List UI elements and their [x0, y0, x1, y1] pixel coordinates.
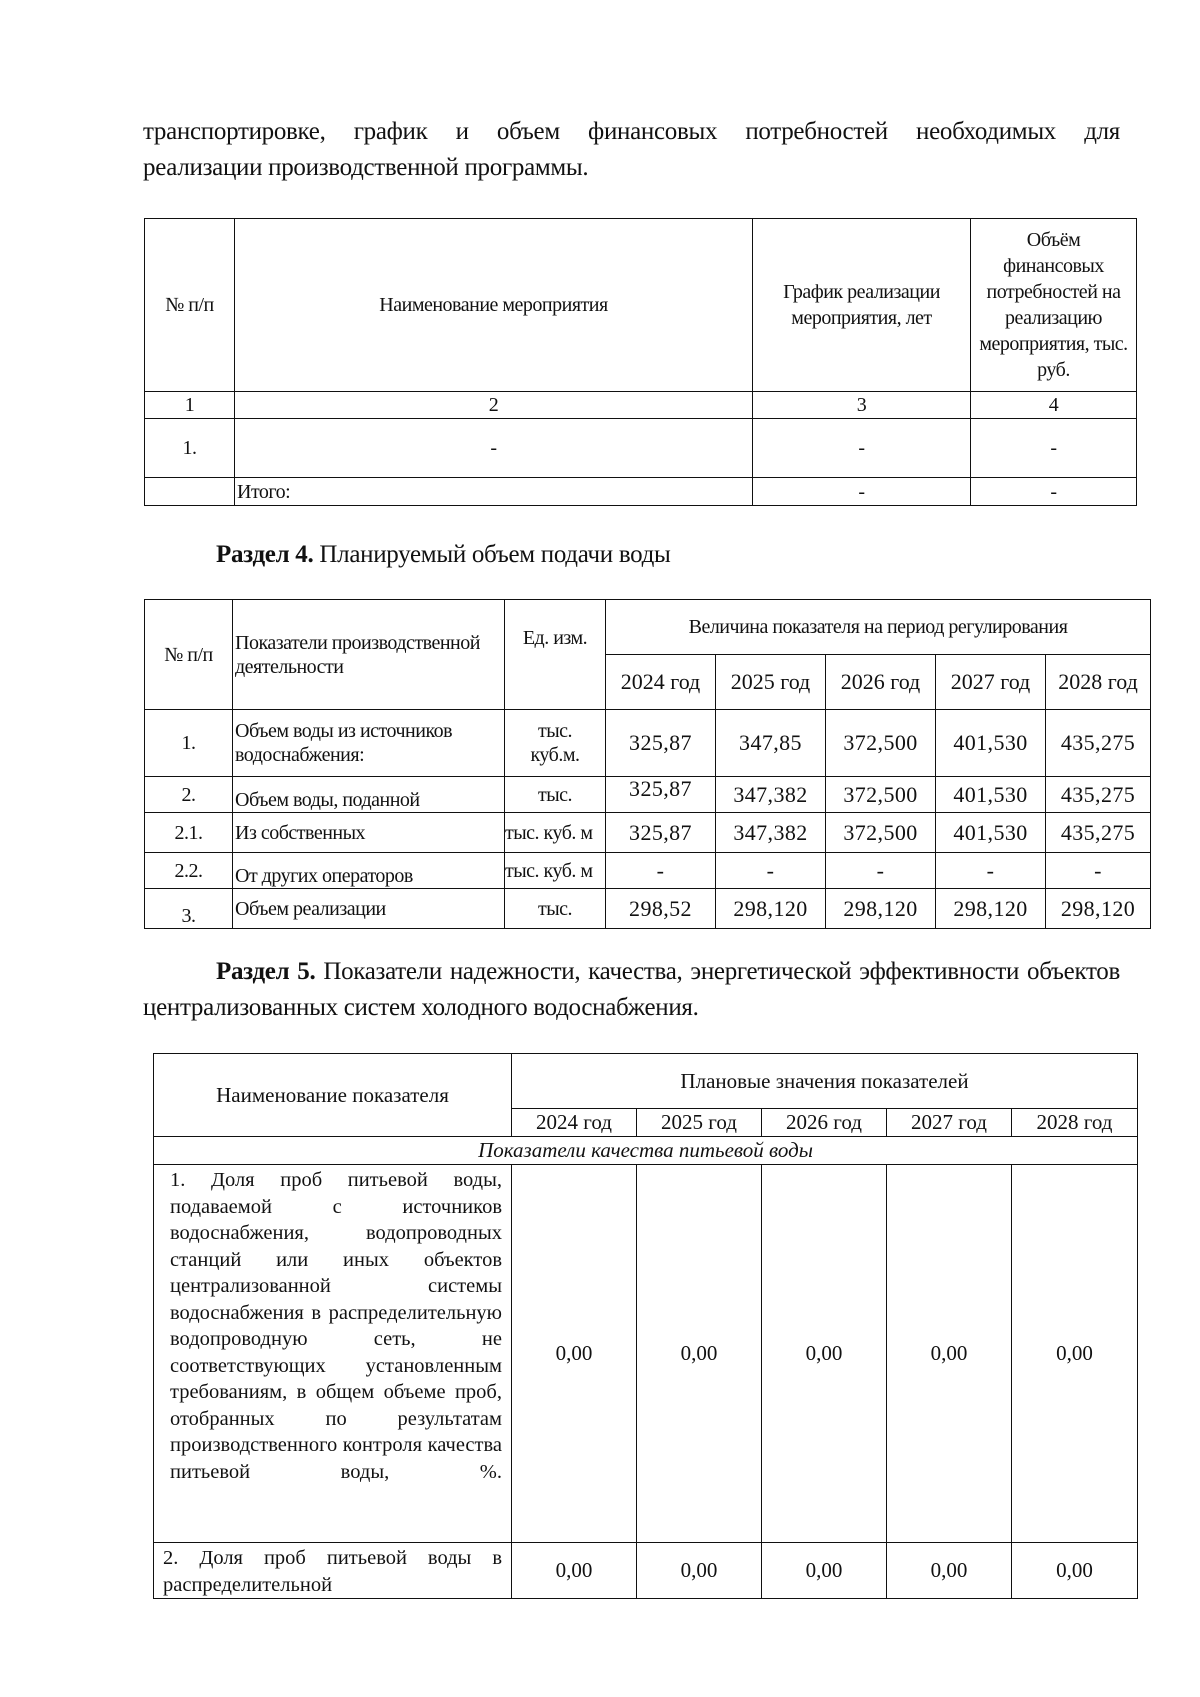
t2-year: 2027 год [936, 655, 1046, 710]
table-row [154, 1543, 1138, 1599]
t3-year: 2027 год [887, 1109, 1012, 1137]
table-row [154, 1165, 1138, 1543]
t3-header-name: Наименование показателя [154, 1054, 512, 1137]
t2-value: 347,85 [716, 710, 826, 777]
t1-header-schedule: График реализации мероприятия, лет [753, 219, 971, 392]
section-5-text: Показатели надежности, качества, энергетической эффективности объектов централизованных систем холодного водоснабжения. [143, 958, 1120, 1021]
t2-value: 401,530 [936, 777, 1046, 813]
section-4-bold: Раздел 4. [216, 541, 314, 568]
t2-row-name: Объем реализации [233, 889, 505, 929]
t2-value: 347,382 [716, 777, 826, 813]
t2-row-unit: тыс. куб.м. [505, 710, 606, 777]
t2-row-unit: тыс. [505, 889, 606, 929]
table-row [145, 813, 1151, 853]
table-row [145, 853, 1151, 889]
t2-value: 298,52 [606, 889, 716, 929]
t1-total-num [145, 478, 235, 506]
intro-line-1: транспортировке, график и объем финансовых потребностей необходимых для [143, 118, 1120, 145]
t1-row-schedule: - [753, 419, 971, 478]
t2-row-name: Объем воды из источников водоснабжения: [233, 710, 505, 777]
t1-colnum: 3 [753, 392, 971, 419]
t2-value: - [716, 853, 826, 889]
table-row [145, 710, 1151, 777]
t3-header-group: Плановые значения показателей [512, 1054, 1138, 1109]
t2-row-unit: тыс. [505, 777, 606, 813]
intro-paragraph [143, 114, 1120, 186]
t3-value: 0,00 [887, 1165, 1012, 1543]
t3-value: 0,00 [887, 1543, 1012, 1599]
quality-indicators-table [153, 1053, 1138, 1599]
t1-header-cost: Объём финансовых потребностей на реализацию мероприятия, тыс. руб. [971, 219, 1137, 392]
t2-value: 325,87 [606, 710, 716, 777]
section-4-text: Планируемый объем подачи воды [313, 541, 671, 568]
t2-row-name: Из собственных [233, 813, 505, 853]
t2-row-num: 1. [145, 710, 233, 777]
t3-row-name: 1. Доля проб питьевой воды, подаваемой с источников водоснабжения, водопроводных станций или иных объектов централизованной системы водоснабжения в распределительную водопроводную сеть, не соответствующих установленным требованиям, в общем объеме проб, отобранных по результатам производственного контроля качества питьевой воды, %. [154, 1165, 512, 1543]
t2-value: 435,275 [1046, 710, 1151, 777]
t2-value: - [936, 853, 1046, 889]
t2-row-num: 2. [145, 777, 233, 813]
t1-total-label: Итого: [235, 478, 753, 506]
t2-value: 298,120 [936, 889, 1046, 929]
t2-header-num: № п/п [145, 600, 233, 710]
t1-colnum: 1 [145, 392, 235, 419]
t2-value: 298,120 [1046, 889, 1151, 929]
t2-value: 325,87 [606, 813, 716, 853]
t2-year: 2026 год [826, 655, 936, 710]
t2-value: 325,87 [606, 777, 716, 813]
t1-colnum: 2 [235, 392, 753, 419]
t2-row-name: Объем воды, поданной [233, 777, 505, 813]
t3-value: 0,00 [1012, 1165, 1138, 1543]
intro-line-2: реализации производственной программы. [143, 154, 589, 181]
t2-value: - [606, 853, 716, 889]
t1-total-schedule: - [753, 478, 971, 506]
t1-colnum: 4 [971, 392, 1137, 419]
t2-row-name: От других операторов [233, 853, 505, 889]
t2-value: 372,500 [826, 777, 936, 813]
t2-value: 401,530 [936, 710, 1046, 777]
t1-header-num: № п/п [145, 219, 235, 392]
t1-row-cost: - [971, 419, 1137, 478]
t3-value: 0,00 [637, 1543, 762, 1599]
t2-header-indicator: Показатели производственной деятельности [233, 600, 505, 710]
t2-value: - [1046, 853, 1151, 889]
section-4-heading [216, 541, 671, 569]
t2-value: 372,500 [826, 813, 936, 853]
t1-row-num: 1. [145, 419, 235, 478]
t2-value: 435,275 [1046, 777, 1151, 813]
t3-value: 0,00 [637, 1165, 762, 1543]
t3-value: 0,00 [762, 1165, 887, 1543]
t3-value: 0,00 [512, 1543, 637, 1599]
t3-year: 2026 год [762, 1109, 887, 1137]
water-supply-table [144, 599, 1151, 929]
t3-year: 2024 год [512, 1109, 637, 1137]
t3-year: 2025 год [637, 1109, 762, 1137]
events-table [144, 218, 1137, 506]
t3-row-name: 2. Доля проб питьевой воды в распределительной [154, 1543, 512, 1599]
section-5-bold: Раздел 5. [216, 958, 316, 985]
t1-total-cost: - [971, 478, 1137, 506]
t2-row-num: 3. [145, 889, 233, 929]
t2-year: 2028 год [1046, 655, 1151, 710]
table-row [145, 889, 1151, 929]
table-row [145, 478, 1137, 506]
table-row [145, 419, 1137, 478]
t2-year: 2024 год [606, 655, 716, 710]
section-5-heading [143, 954, 1120, 1026]
t2-row-unit: тыс. куб. м [505, 853, 606, 889]
t2-row-num: 2.1. [145, 813, 233, 853]
t2-row-unit: тыс. куб. м [505, 813, 606, 853]
t2-value: 372,500 [826, 710, 936, 777]
t3-value: 0,00 [1012, 1543, 1138, 1599]
t3-category: Показатели качества питьевой воды [154, 1137, 1138, 1165]
t3-year: 2028 год [1012, 1109, 1138, 1137]
t2-header-unit: Ед. изм. [505, 600, 606, 710]
table-row [145, 777, 1151, 813]
t2-year: 2025 год [716, 655, 826, 710]
t2-value: - [826, 853, 936, 889]
t1-row-name: - [235, 419, 753, 478]
t2-header-group: Величина показателя на период регулирования [606, 600, 1151, 655]
t2-value: 298,120 [716, 889, 826, 929]
t3-value: 0,00 [762, 1543, 887, 1599]
t1-header-name: Наименование мероприятия [235, 219, 753, 392]
t3-value: 0,00 [512, 1165, 637, 1543]
t2-value: 347,382 [716, 813, 826, 853]
t2-row-num: 2.2. [145, 853, 233, 889]
t2-value: 401,530 [936, 813, 1046, 853]
t2-value: 435,275 [1046, 813, 1151, 853]
t2-value: 298,120 [826, 889, 936, 929]
